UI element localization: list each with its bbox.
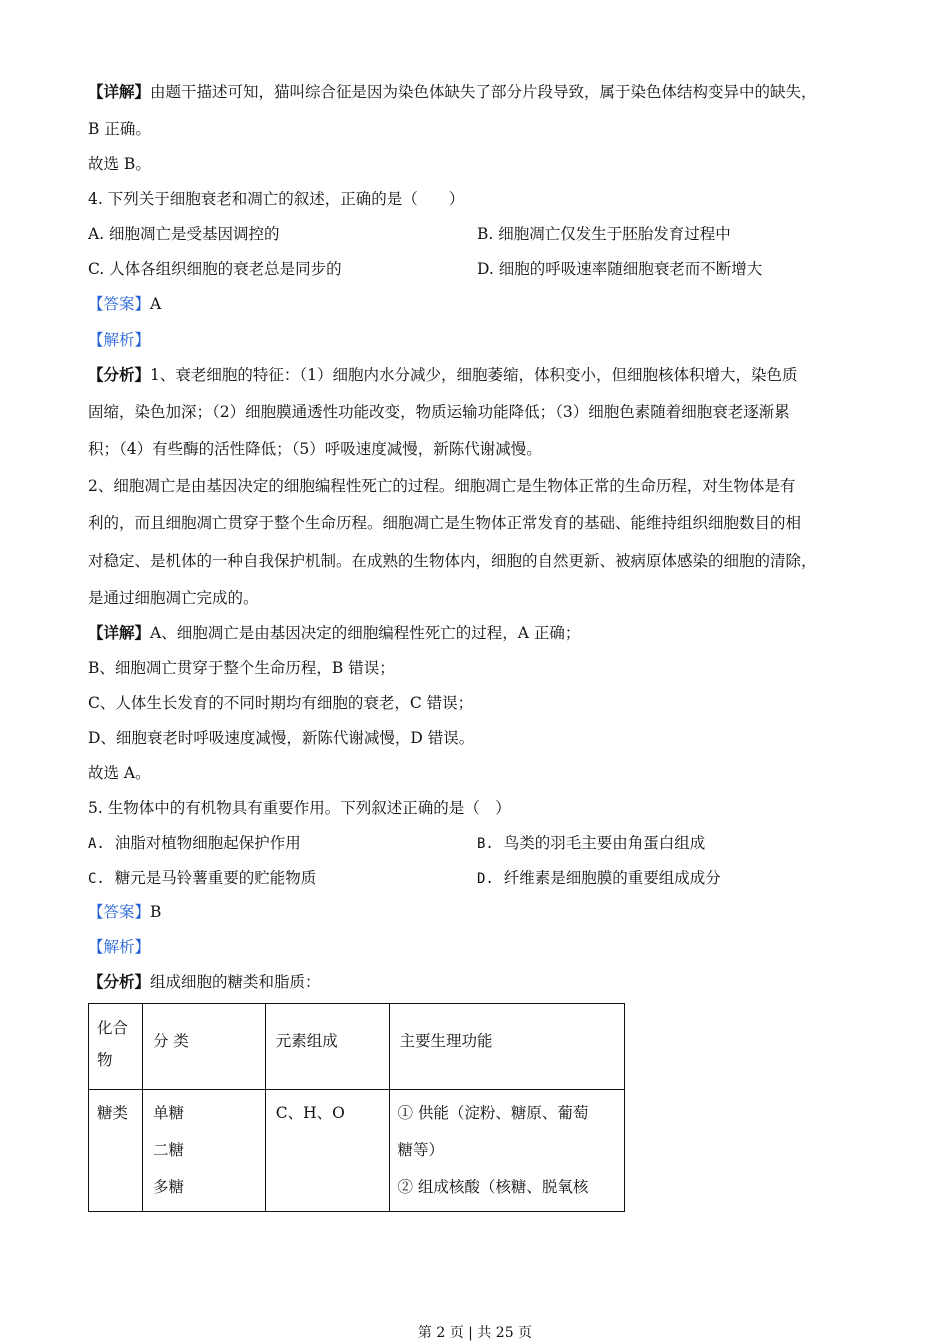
carbohydrate-lipid-table [88, 1003, 625, 1212]
choose-q3: 故选 B。 [88, 155, 151, 173]
q4-detail-line-3: C、人体生长发育的不同时期均有细胞的衰老，C 错误； [88, 694, 474, 712]
choose-q4: 故选 A。 [88, 764, 151, 782]
detail-q3-line-1: 【详解】由题干描述可知，猫叫综合征是因为染色体缺失了部分片段导致，属于染色体结构变异中的缺失， [88, 82, 817, 101]
page-footer: 第 2 页 | 共 25 页 [417, 1325, 533, 1341]
q5-fenxi: 【分析】组成细胞的糖类和脂质： [88, 972, 321, 991]
cell-compound: 糖类 [89, 1090, 143, 1212]
q5-option-a: A. 油脂对植物细胞起保护作用 [88, 834, 301, 852]
header-elements: 元素组成 [265, 1004, 389, 1090]
q5-answer: 【答案】B [88, 903, 162, 921]
q4-fenxi-line-1: 【分析】1、衰老细胞的特征：（1）细胞内水分减少，细胞萎缩，体积变小，但细胞核体积增大，染色质 [88, 365, 798, 384]
table-header-row [89, 1004, 625, 1090]
q4-stem: 4. 下列关于细胞衰老和凋亡的叙述，正确的是（ ） [88, 190, 465, 208]
cell-types: 单糖 二糖 多糖 [142, 1090, 265, 1212]
q4-fenxi-line-3: 积；（4）有些酶的活性降低；（5）呼吸速度减慢，新陈代谢减慢。 [88, 440, 542, 458]
q4-option-d: D. 细胞的呼吸速率随细胞衰老而不断增大 [477, 260, 763, 278]
q4-fenxi-line-7: 是通过细胞凋亡完成的。 [88, 589, 259, 607]
fenxi-tag: 【分析】 [88, 365, 151, 384]
q4-detail-line-2: B、细胞凋亡贯穿于整个生命历程，B 错误； [88, 659, 395, 677]
q4-fenxi-line-5: 利的，而且细胞凋亡贯穿于整个生命历程。细胞凋亡是生物体正常发育的基础、能维持组织细胞数目的相 [88, 514, 802, 532]
q4-option-c: C. 人体各组织细胞的衰老总是同步的 [88, 260, 342, 278]
q5-stem: 5. 生物体中的有机物具有重要作用。下列叙述正确的是（ ） [88, 799, 511, 817]
header-category: 分 类 [142, 1004, 265, 1090]
q5-option-d: D. 纤维素是细胞膜的重要组成成分 [477, 869, 721, 887]
header-compound: 化合 物 [89, 1004, 143, 1090]
q5-option-c: C. 糖元是马铃薯重要的贮能物质 [88, 869, 317, 887]
q4-fenxi-line-4: 2、细胞凋亡是由基因决定的细胞编程性死亡的过程。细胞凋亡是生物体正常的生命历程，对生物体是有 [88, 477, 796, 495]
cell-elements: C、H、O [265, 1090, 389, 1212]
cell-function: ① 供能（淀粉、糖原、葡萄 糖等） ② 组成核酸（核糖、脱氧核 [389, 1090, 625, 1212]
q5-analysis-tag: 【解析】 [88, 938, 151, 956]
answer-tag: 【答案】 [88, 295, 151, 313]
q4-option-a: A. 细胞凋亡是受基因调控的 [88, 225, 280, 243]
detail-q3-line-2: B 正确。 [88, 120, 151, 138]
q4-fenxi-line-6: 对稳定、是机体的一种自我保护机制。在成熟的生物体内，细胞的自然更新、被病原体感染的细胞的清除， [88, 552, 817, 570]
header-function: 主要生理功能 [389, 1004, 625, 1090]
q4-answer: 【答案】A [88, 295, 162, 313]
q5-option-b: B. 鸟类的羽毛主要由角蛋白组成 [477, 834, 706, 852]
q4-fenxi-line-2: 固缩，染色加深；（2）细胞膜通透性功能改变，物质运输功能降低；（3）细胞色素随着细胞衰老逐渐累 [88, 403, 790, 421]
table-row [89, 1090, 625, 1212]
q4-detail-line-4: D、细胞衰老时呼吸速度减慢，新陈代谢减慢，D 错误。 [88, 729, 475, 747]
q4-analysis-tag: 【解析】 [88, 331, 151, 349]
detail-tag: 【详解】 [88, 82, 151, 101]
q4-option-b: B. 细胞凋亡仅发生于胚胎发育过程中 [477, 225, 731, 243]
q4-detail-line-1: 【详解】A、细胞凋亡是由基因决定的细胞编程性死亡的过程，A 正确； [88, 623, 581, 642]
